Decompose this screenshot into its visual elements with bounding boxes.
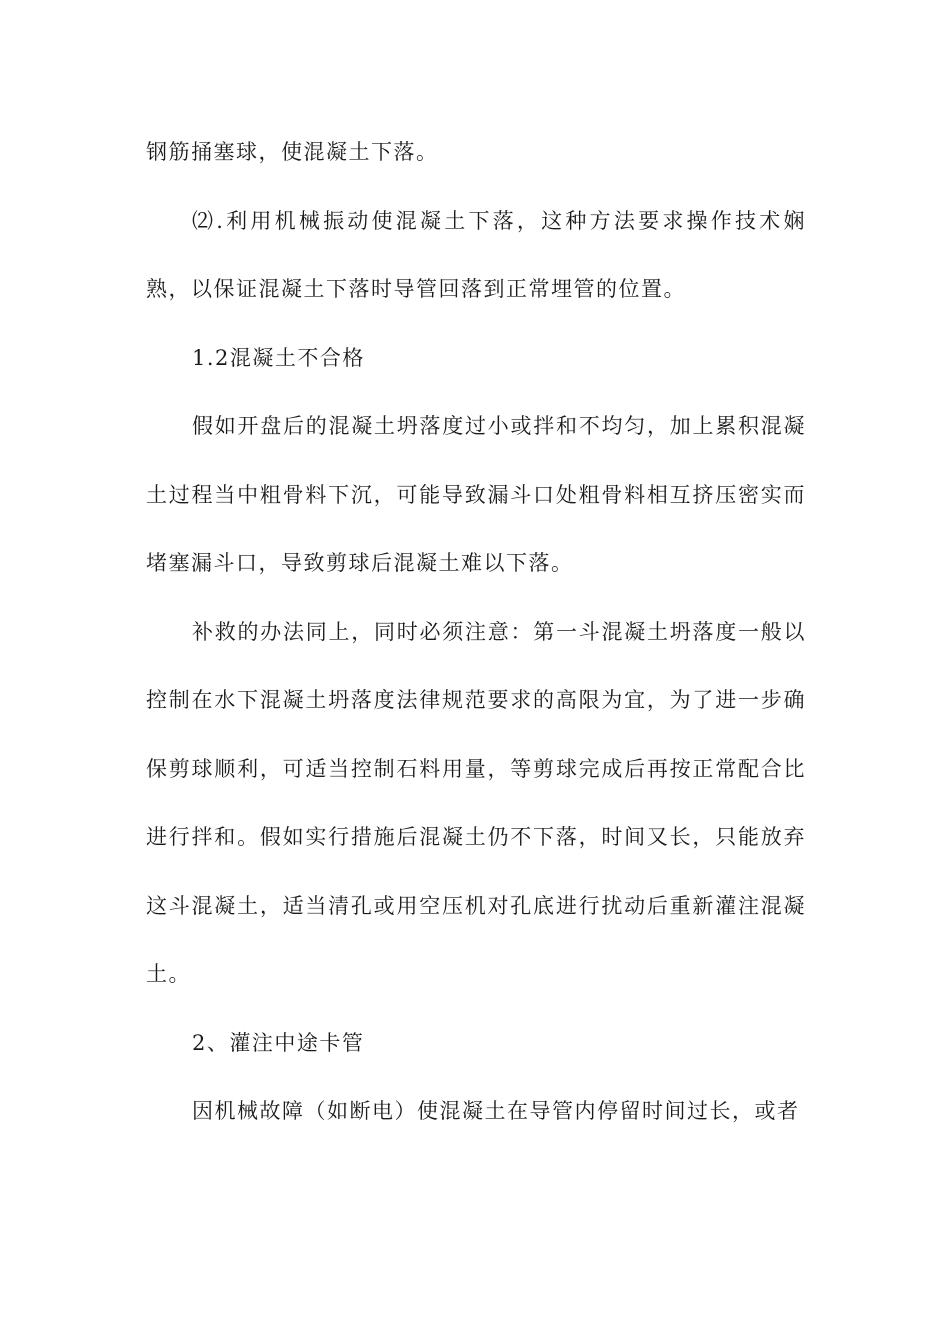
section-heading-2: 2、灌注中途卡管 xyxy=(192,1030,365,1055)
paragraph-pipe-blockage: 因机械故障（如断电）使混凝土在导管内停留时间过长，或者 xyxy=(192,1099,800,1123)
document-body xyxy=(146,118,806,1146)
paragraph-mechanical-vibration: ⑵.利用机械振动使混凝土下落，这种方法要求操作技术娴熟，以保证混凝土下落时导管回落到正常埋管的位置。 xyxy=(146,208,806,301)
section-heading-1-2: 1.2混凝土不合格 xyxy=(192,345,365,370)
paragraph-remedy: 补救的办法同上，同时必须注意：第一斗混凝土坍落度一般以控制在水下混凝土坍落度法律规范要求的高限为宜，为了进一步确保剪球顺利，可适当控制石料用量，等剪球完成后再按正常配合比进行拌和。假如实行措施后混凝土仍不下落，时间又长，只能放弃这斗混凝土，适当清孔或用空压机对孔底进行扰动后重新灌注混凝土。 xyxy=(146,619,806,986)
paragraph-continuation: 钢筋捅塞球，使混凝土下落。 xyxy=(146,140,439,164)
paragraph-unqualified-concrete: 假如开盘后的混凝土坍落度过小或拌和不均匀，加上累积混凝土过程当中粗骨料下沉，可能导致漏斗口处粗骨料相互挤压密实而堵塞漏斗口，导致剪球后混凝土难以下落。 xyxy=(146,414,806,575)
